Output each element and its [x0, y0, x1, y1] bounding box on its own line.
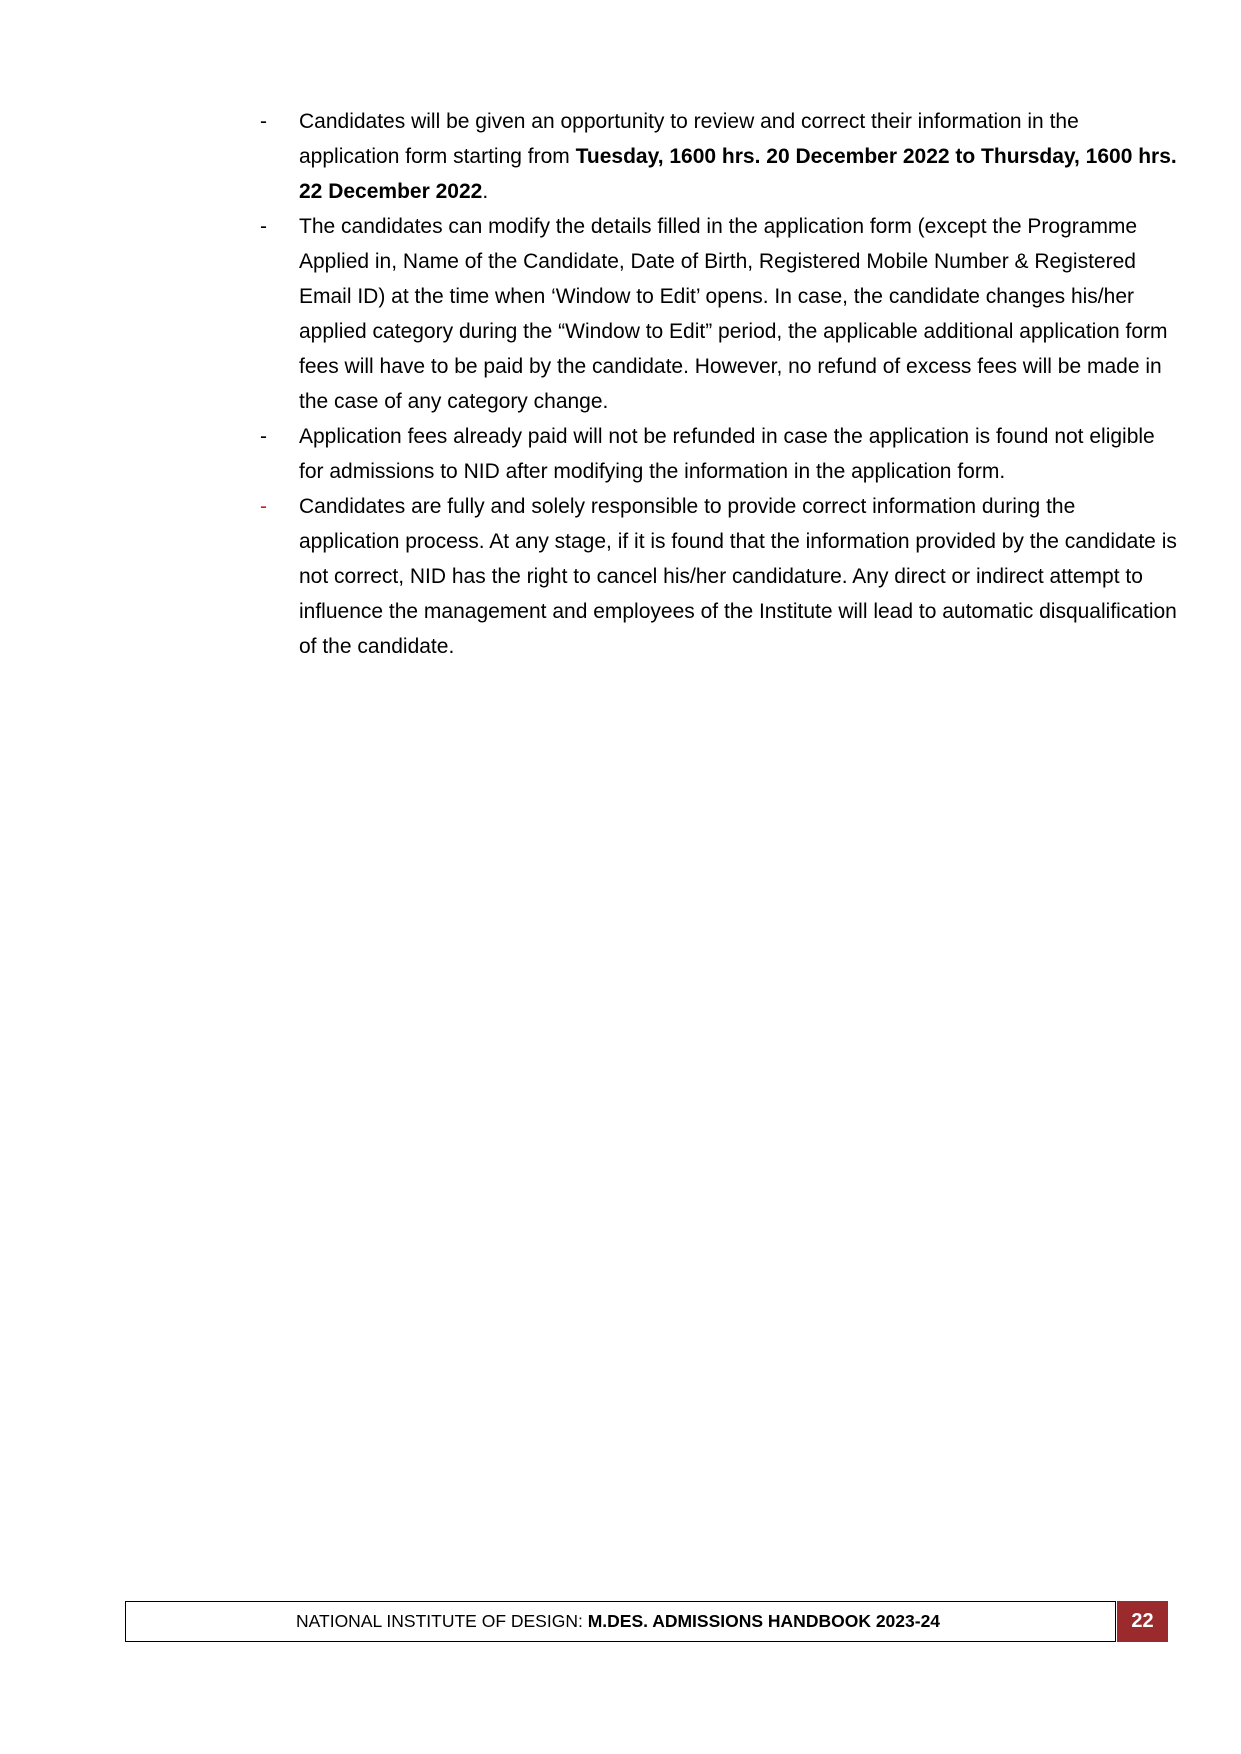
bullet-text-tail: .: [482, 180, 489, 203]
bullet-text: The candidates can modify the details filled in the application form (except the Programme Applied in, Name of the Candidate, Date of Birth, Registered Mobile Number & Registered Email ID) at the time when ‘Window to Edit’ opens. In case, the candidate changes his/her applied category during the “Window to Edit” period, the applicable additional application form fees will have to be paid by the candidate. However, no refund of excess fees will be made in the case of any category change.: [299, 215, 1168, 413]
page-number: 22: [1117, 1601, 1168, 1642]
bullet-text: [299, 104, 1179, 209]
bullet-item-responsibility: [0, 489, 1241, 664]
page-footer: [125, 1601, 1116, 1642]
bullet-marker: -: [260, 215, 267, 238]
footer-title: [296, 1602, 940, 1641]
bullet-text-lead: Candidates will be given an opportunity to review and correct their information in the application form starting from: [299, 110, 1079, 168]
bullet-item-modify-details: [0, 209, 1241, 419]
bullet-text: Application fees already paid will not be refunded in case the application is found not eligible for admissions to NID after modifying the information in the application form.: [299, 425, 1155, 483]
bullet-marker: -: [260, 110, 267, 133]
bullet-item-review-window: [0, 104, 1241, 209]
footer-handbook-title: M.DES. ADMISSIONS HANDBOOK 2023-24: [587, 1611, 941, 1631]
page-body: [0, 104, 1241, 664]
bullet-marker: -: [260, 425, 267, 448]
bullet-item-fees-refund: [0, 419, 1241, 489]
bullet-marker: -: [260, 495, 267, 518]
bullet-text: Candidates are fully and solely responsible to provide correct information during the application process. At any stage, if it is found that the information provided by the candidate is not correct, NID has the right to cancel his/her candidature. Any direct or indirect attempt to influence the management and employees of the Institute will lead to automatic disqualification of the candidate.: [299, 495, 1177, 658]
bullet-text-dates: Tuesday, 1600 hrs. 20 December 2022 to Thursday, 1600 hrs. 22 December 2022: [299, 145, 1177, 203]
footer-institute: NATIONAL INSTITUTE OF DESIGN:: [296, 1611, 588, 1631]
